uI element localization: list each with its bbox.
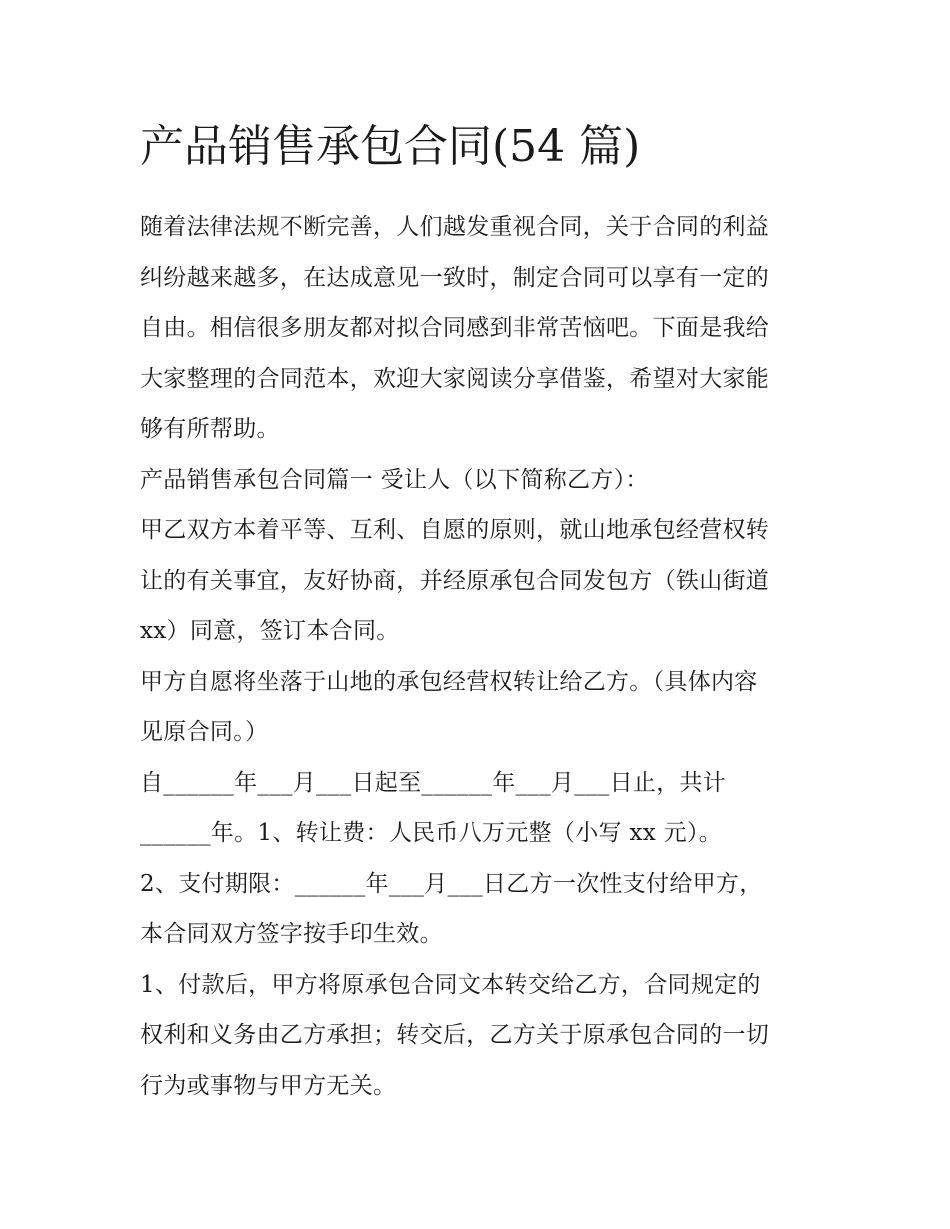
text-line: 产品销售承包合同篇一 受让人（以下简称乙方）： [140,466,649,493]
text-line: 行为或事物与甲方无关。 [140,1072,397,1099]
text-line: 权利和义务由乙方承担；转交后，乙方关于原承包合同的一切 [140,1022,770,1048]
text-line: 见原合同。） [140,719,269,745]
transfer-paragraph [140,657,820,758]
text-line: xx）同意，签订本合同。 [140,618,400,644]
text-line: 2、支付期限：______年___月___日乙方一次性支付给甲方， [140,870,763,897]
text-line: 甲乙双方本着平等、互利、自愿的原则，就山地承包经营权转 [140,517,770,543]
text-line: 自由。相信很多朋友都对拟合同感到非常苦恼吧。下面是我给 [140,315,770,341]
payment-term-paragraph [140,859,820,960]
text-line: 大家整理的合同范本，欢迎大家阅读分享借鉴，希望对大家能 [140,365,770,392]
document-body [140,112,820,1111]
text-line: ______年。1、转让费：人民币八万元整（小写 xx 元）。 [140,820,722,846]
document-title: 产品销售承包合同(54 篇) [140,121,641,172]
section-heading-paragraph [140,455,820,506]
text-line: 本合同双方签字按手印生效。 [140,921,443,947]
text-line: 随着法律法规不断完善，人们越发重视合同，关于合同的利益 [140,214,770,240]
text-line: 纠纷越来越多，在达成意见一致时，制定合同可以享有一定的 [140,264,770,291]
text-line: 1、付款后，甲方将原承包合同文本转交给乙方，合同规定的 [140,971,761,998]
intro-paragraph [140,202,820,455]
text-line: 够有所帮助。 [140,416,280,442]
text-line: 甲方自愿将坐落于山地的承包经营权转让给乙方。（具体内容 [140,668,758,695]
principle-paragraph [140,505,820,657]
obligation-paragraph [140,960,820,1112]
text-line: 让的有关事宜，友好协商，并经原承包合同发包方（铁山街道 [140,567,770,594]
term-paragraph [140,758,820,859]
text-line: 自______年___月___日起至______年___月___日止，共计 [140,769,727,796]
